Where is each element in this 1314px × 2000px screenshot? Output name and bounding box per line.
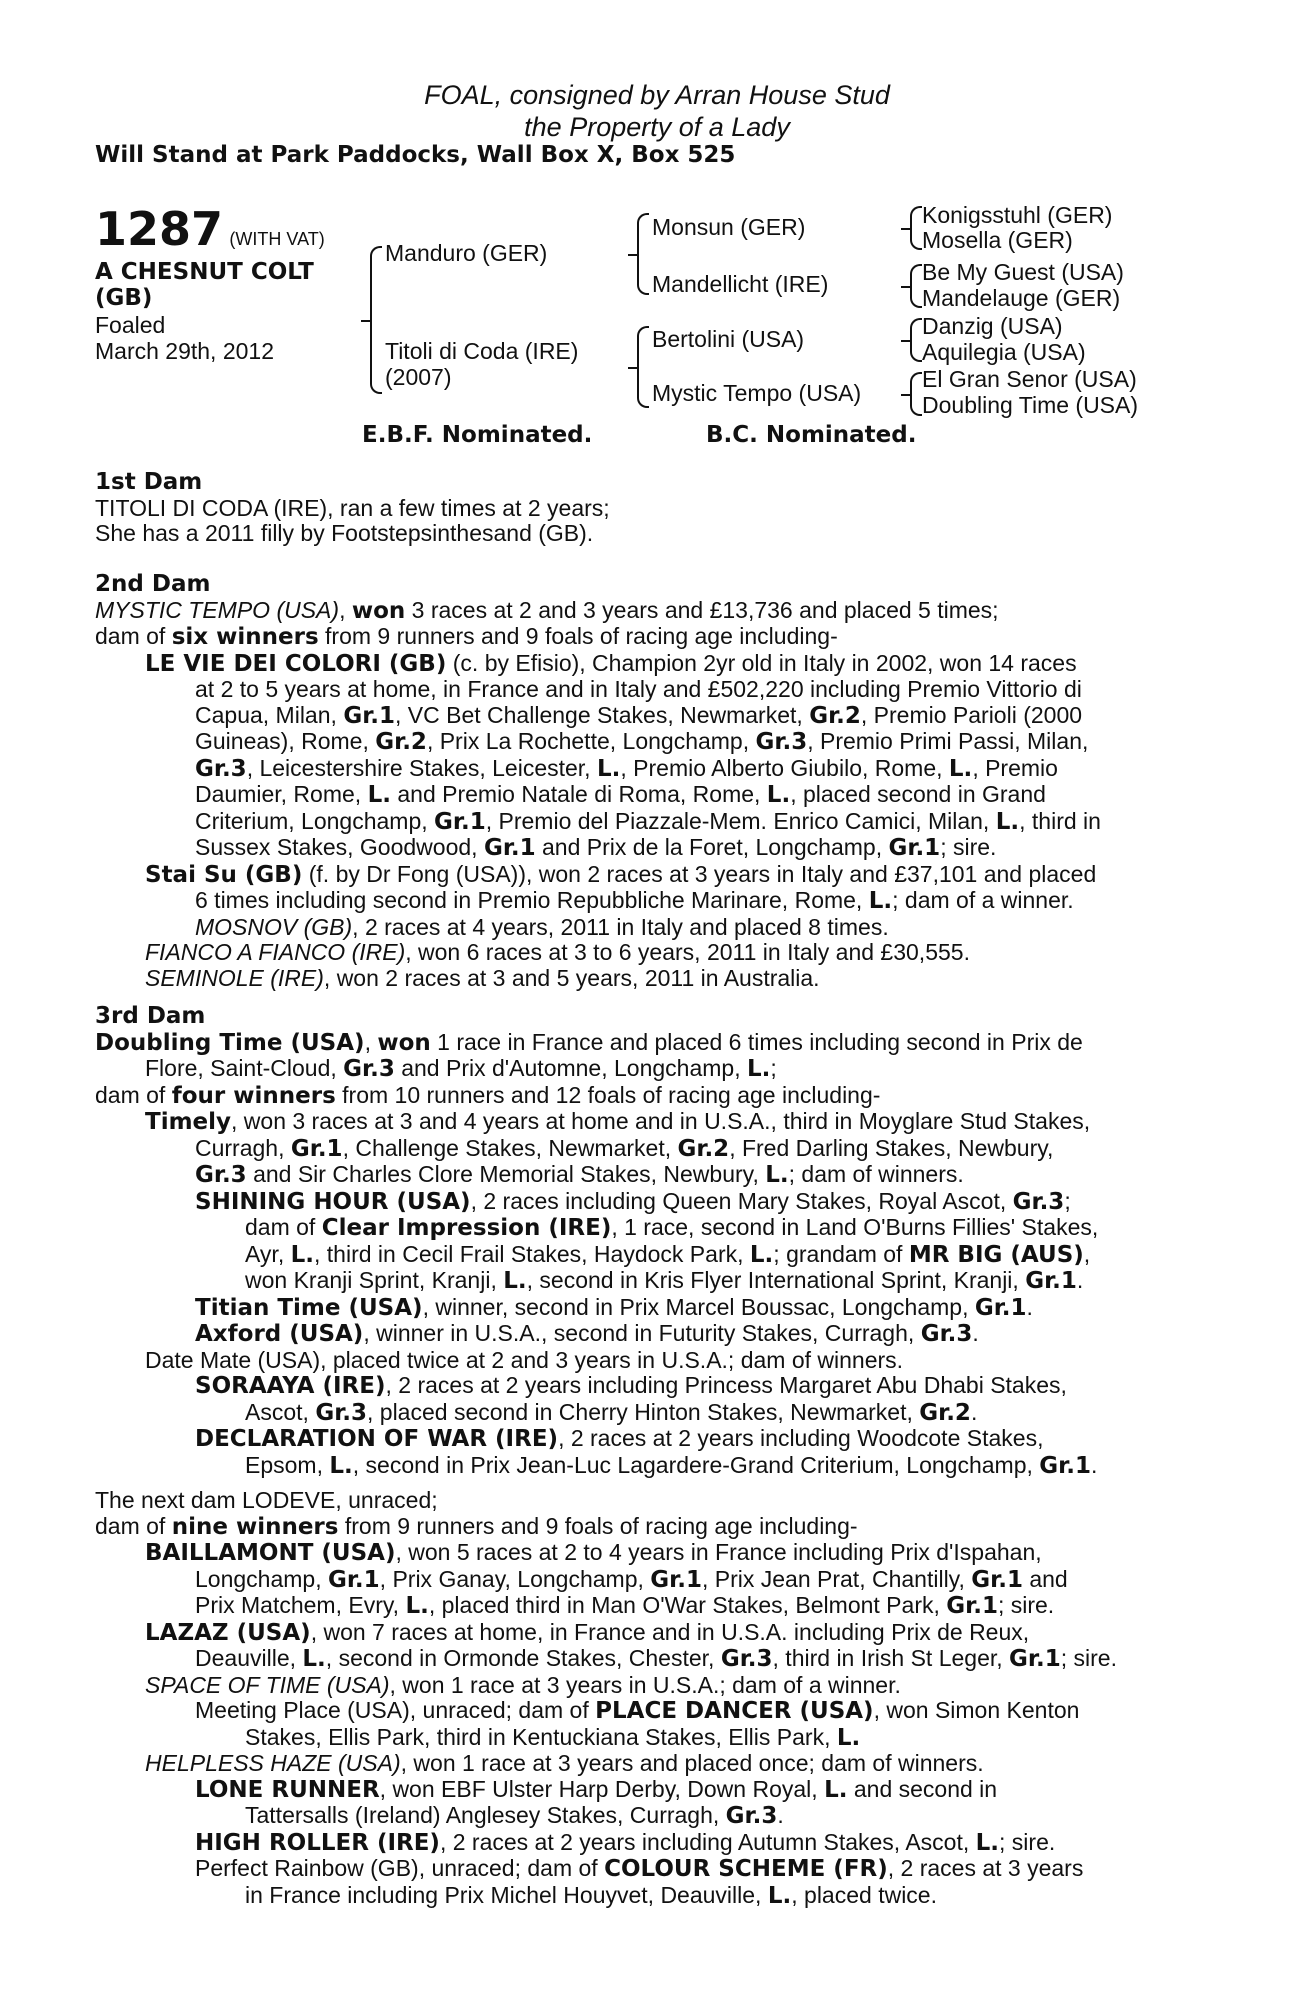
text-segment: , won 2 races at 3 and 5 years, 2011 in Australia. — [323, 964, 820, 991]
pedigree-brace-sd — [910, 264, 922, 308]
text-segment: dam of — [95, 623, 172, 649]
text-segment: L. — [824, 1776, 848, 1803]
second-dam-line — [95, 598, 1205, 625]
text-segment: Curragh, — [195, 1134, 291, 1161]
text-segment: (c. by Efisio), Champion 2yr old in Italy in 2002, won 14 races — [446, 649, 1077, 676]
produce-line — [195, 782, 1205, 809]
pedigree-ds: Bertolini (USA) — [652, 326, 805, 352]
produce-line — [145, 1540, 1205, 1567]
text-segment: Gr.3 — [920, 1321, 973, 1347]
text-segment: Date Mate (USA), placed twice at 2 and 3 years in U.S.A.; dam of winners. — [145, 1346, 904, 1373]
produce-line — [145, 966, 1205, 992]
produce-line — [195, 1830, 1205, 1857]
produce-line — [195, 756, 1205, 783]
text-segment: L. — [767, 1882, 792, 1909]
text-segment: , Leicestershire Stakes, Leicester, — [246, 754, 597, 781]
text-segment: four winners — [171, 1082, 336, 1109]
produce-line — [195, 677, 1205, 703]
text-segment: , Prix Ganay, Longchamp, — [379, 1565, 651, 1592]
foaled-label: Foaled — [95, 312, 166, 338]
text-segment: . — [1076, 1267, 1084, 1293]
bc-nominated: B.C. Nominated. — [706, 422, 917, 448]
text-segment: Gr.2 — [809, 702, 861, 729]
text-segment: won — [377, 1029, 431, 1056]
produce-line — [195, 1698, 1205, 1725]
text-segment: , placed third in Man O'War Stakes, Belmont Park, — [428, 1592, 947, 1618]
header-property: the Property of a Lady — [524, 112, 790, 142]
third-dam-line — [95, 1030, 1205, 1057]
text-segment: L. — [995, 808, 1020, 835]
pedigree-brace-gen1 — [370, 246, 382, 394]
text-segment: SEMINOLE (IRE) — [145, 964, 324, 991]
text-segment: and Prix d'Automne, Longchamp, — [394, 1055, 747, 1081]
text-segment: Gr.3 — [315, 1399, 367, 1426]
second-dam-title: 2nd Dam — [95, 571, 211, 597]
text-segment: Stakes, Ellis Park, third in Kentuckiana Stakes, Ellis Park, — [245, 1723, 837, 1750]
text-segment: Gr.3 — [755, 729, 808, 755]
text-segment: . — [777, 1802, 784, 1828]
text-segment: at 2 to 5 years at home, in France and in Italy and £502,220 including Premio Vittorio di — [195, 676, 1082, 702]
produce-line — [195, 1856, 1205, 1883]
text-segment: LAZAZ (USA) — [145, 1619, 311, 1646]
text-segment: , VC Bet Challenge Stakes, Newmarket, — [395, 701, 810, 728]
text-segment: L. — [868, 888, 893, 914]
text-segment: Guineas), Rome, — [195, 728, 376, 754]
first-dam-line: She has a 2011 filly by Footstepsinthesand (GB). — [95, 520, 594, 546]
produce-line — [145, 862, 1205, 889]
produce-line — [195, 703, 1205, 730]
pedigree-dss: Danzig (USA) — [922, 313, 1063, 339]
text-segment: L. — [290, 1241, 315, 1268]
third-dam-title: 3rd Dam — [95, 1003, 206, 1029]
next-dam-section — [95, 1488, 1205, 1909]
text-segment: ; dam of winners. — [788, 1161, 964, 1187]
pedigree-ssd: Mosella (GER) — [922, 227, 1073, 253]
text-segment: won — [351, 597, 406, 624]
text-segment: Capua, Milan, — [195, 701, 344, 728]
produce-line — [245, 1803, 1205, 1830]
pedigree-brace-ds — [910, 318, 922, 362]
text-segment: Daumier, Rome, — [195, 781, 368, 807]
pedigree-brace-ss — [910, 206, 922, 250]
next-dam-line — [95, 1514, 1205, 1541]
text-segment: L. — [765, 1162, 789, 1188]
text-segment: and Sir Charles Clore Memorial Stakes, Newbury, — [246, 1161, 766, 1187]
text-segment: , placed twice. — [791, 1881, 937, 1908]
produce-line — [145, 651, 1205, 678]
text-segment: Flore, Saint-Cloud, — [145, 1055, 344, 1081]
text-segment: Ascot, — [245, 1398, 316, 1425]
pedigree-sd: Mandellicht (IRE) — [652, 271, 829, 297]
text-segment: , 2 races at 2 years including Princess Margaret Abu Dhabi Stakes, — [385, 1372, 1067, 1398]
pedigree-ss: Monsun (GER) — [652, 214, 806, 240]
text-segment: Meeting Place (USA), unraced; dam of — [195, 1697, 596, 1723]
text-segment: from 9 runners and 9 foals of racing age including- — [338, 1512, 858, 1539]
lot-vat: (WITH VAT) — [229, 229, 325, 249]
produce-line — [195, 1162, 1205, 1189]
text-segment: Gr.1 — [327, 1566, 380, 1593]
text-segment: , third in Cecil Frail Stakes, Haydock Park, — [314, 1240, 750, 1267]
produce-line — [245, 1400, 1205, 1427]
text-segment: L. — [329, 1452, 353, 1479]
pedigree-dsd: Aquilegia (USA) — [922, 339, 1086, 365]
text-segment: Gr.3 — [725, 1803, 778, 1829]
produce-line — [195, 1373, 1205, 1400]
text-segment: Gr.1 — [434, 808, 486, 835]
produce-line — [145, 1673, 1205, 1699]
text-segment: , placed second in Grand — [790, 781, 1046, 807]
text-segment: , won Simon Kenton — [873, 1697, 1080, 1723]
produce-line — [245, 1883, 1205, 1910]
pedigree-dds: El Gran Senor (USA) — [922, 366, 1137, 392]
text-segment: ; sire. — [997, 1592, 1055, 1618]
text-segment: and second in — [847, 1775, 998, 1802]
text-segment: , Prix Jean Prat, Chantilly, — [701, 1565, 972, 1592]
text-segment: Tattersalls (Ireland) Anglesey Stakes, Curragh, — [245, 1802, 726, 1828]
produce-line — [245, 1215, 1205, 1242]
text-segment: ; dam of a winner. — [892, 887, 1074, 913]
pedigree-ddd: Doubling Time (USA) — [922, 392, 1139, 418]
text-segment: , won EBF Ulster Harp Derby, Down Royal, — [379, 1775, 825, 1802]
text-segment: , Fred Darling Stakes, Newbury, — [729, 1134, 1054, 1161]
produce-line — [245, 1268, 1205, 1295]
text-segment: Doubling Time (USA) — [95, 1029, 365, 1056]
text-segment: Timely — [145, 1109, 232, 1135]
text-segment: L. — [975, 1829, 1000, 1856]
text-segment: Sussex Stakes, Goodwood, — [195, 834, 484, 860]
produce-line — [195, 1295, 1205, 1322]
text-segment: Gr.2 — [919, 1399, 971, 1426]
third-dam-line — [95, 1083, 1205, 1110]
text-segment: , winner in U.S.A., second in Futurity Stakes, Curragh, — [363, 1320, 921, 1346]
text-segment: 1 race in France and placed 6 times including second in Prix de — [430, 1028, 1083, 1055]
text-segment: Perfect Rainbow (GB), unraced; dam of — [195, 1855, 605, 1881]
text-segment: , 2 races at 3 years — [887, 1855, 1084, 1881]
text-segment: , won 5 races at 2 to 4 years in France including Prix d'Ispahan, — [395, 1539, 1042, 1565]
text-segment: Longchamp, — [195, 1565, 328, 1592]
text-segment: (f. by Dr Fong (USA)), won 2 races at 3 years in Italy and £37,101 and placed — [302, 860, 1097, 887]
text-segment: ; — [1064, 1187, 1071, 1214]
text-segment: L. — [746, 1056, 771, 1082]
text-segment: ; grandam of — [773, 1240, 909, 1267]
text-segment: Deauville, — [195, 1645, 303, 1671]
text-segment: , winner, second in Prix Marcel Boussac, Longchamp, — [422, 1293, 975, 1320]
text-segment: , Challenge Stakes, Newmarket, — [342, 1134, 678, 1161]
text-segment: , second in Kris Flyer International Sprint, Kranji, — [526, 1267, 1026, 1293]
text-segment: won Kranji Sprint, Kranji, — [245, 1267, 504, 1293]
produce-line — [195, 1321, 1205, 1348]
text-segment: , — [339, 596, 352, 623]
text-segment: L. — [302, 1646, 326, 1672]
text-segment: Gr.1 — [974, 1294, 1027, 1321]
text-segment: in France including Prix Michel Houyvet, Deauville, — [245, 1881, 768, 1908]
text-segment: 6 times including second in Premio Repubbliche Marinare, Rome, — [195, 887, 869, 913]
text-segment: HELPLESS HAZE (USA) — [145, 1750, 401, 1776]
text-segment: PLACE DANCER (USA) — [595, 1698, 874, 1724]
text-segment: MYSTIC TEMPO (USA) — [95, 596, 340, 623]
produce-line — [145, 1348, 1205, 1374]
pedigree-dam: Titoli di Coda (IRE) — [385, 338, 579, 364]
pedigree-brace-sire — [637, 213, 649, 295]
text-segment: , won 1 race at 3 years and placed once; dam of winners. — [400, 1750, 984, 1776]
text-segment: Gr.1 — [1039, 1452, 1091, 1479]
text-segment: SPACE OF TIME (USA) — [145, 1671, 390, 1698]
text-segment: Gr.3 — [1012, 1188, 1065, 1215]
produce-line — [145, 1751, 1205, 1777]
pedigree-dd: Mystic Tempo (USA) — [652, 380, 862, 406]
text-segment: Gr.1 — [1025, 1268, 1077, 1294]
text-segment: ; sire. — [940, 834, 997, 860]
foaled-date: March 29th, 2012 — [95, 338, 275, 364]
lot-info — [95, 202, 325, 256]
text-segment: DECLARATION OF WAR (IRE) — [195, 1426, 559, 1452]
text-segment: and Premio Natale di Roma, Rome, — [390, 781, 767, 807]
text-segment: Gr.1 — [343, 702, 395, 729]
second-dam-line — [95, 624, 1205, 651]
produce-line — [195, 809, 1205, 836]
text-segment: , second in Ormonde Stakes, Chester, — [325, 1645, 721, 1671]
pedigree-sds: Be My Guest (USA) — [922, 259, 1124, 285]
pedigree-sdd: Mandelauge (GER) — [922, 285, 1121, 311]
text-segment: , won 7 races at home, in France and in U.S.A. including Prix de Reux, — [310, 1618, 1030, 1645]
text-segment: , 2 races at 2 years including Woodcote Stakes, — [558, 1425, 1044, 1451]
produce-line — [245, 1242, 1205, 1269]
text-segment: and — [1022, 1565, 1068, 1592]
text-segment: , third in — [1019, 807, 1101, 834]
text-segment: Gr.1 — [1009, 1646, 1061, 1672]
text-segment: , placed second in Cherry Hinton Stakes, Newmarket, — [367, 1398, 920, 1425]
text-segment: ; sire. — [1060, 1645, 1117, 1671]
text-segment: , Premio Parioli (2000 — [860, 701, 1083, 728]
text-segment: L. — [948, 755, 973, 782]
first-dam-section — [95, 470, 1205, 547]
produce-line — [145, 1109, 1205, 1136]
text-segment: L. — [836, 1724, 861, 1751]
produce-line — [195, 1426, 1205, 1453]
produce-line — [195, 1646, 1205, 1673]
text-segment: nine winners — [171, 1513, 339, 1540]
text-segment: Epsom, — [245, 1451, 330, 1478]
text-segment: L. — [367, 782, 391, 808]
lot-title: A CHESNUT COLT — [95, 259, 314, 285]
produce-line — [195, 1593, 1205, 1620]
text-segment: Gr.1 — [971, 1566, 1023, 1593]
text-segment: Stai Su (GB) — [145, 861, 303, 888]
ebf-nominated: E.B.F. Nominated. — [362, 422, 593, 448]
second-dam-section — [95, 572, 1205, 991]
text-segment: from 9 runners and 9 foals of racing age including- — [318, 623, 838, 649]
text-segment: Ayr, — [245, 1240, 291, 1267]
text-segment: Gr.3 — [720, 1646, 773, 1672]
text-segment: Clear Impression (IRE) — [321, 1215, 612, 1241]
pedigree-brace-dam — [637, 326, 649, 408]
text-segment: ; sire. — [999, 1828, 1056, 1855]
text-segment: Axford (USA) — [195, 1321, 364, 1347]
text-segment: Prix Matchem, Evry, — [195, 1592, 406, 1618]
text-segment: HIGH ROLLER (IRE) — [195, 1829, 440, 1856]
text-segment: , Prix La Rochette, Longchamp, — [426, 728, 756, 754]
text-segment: MOSNOV (GB) — [195, 913, 353, 940]
text-segment: LE VIE DEI COLORI (GB) — [145, 650, 447, 677]
text-segment: 3 races at 2 and 3 years and £13,736 and placed 5 times; — [405, 596, 999, 623]
produce-line — [195, 888, 1205, 915]
pedigree-dam-year: (2007) — [385, 364, 452, 390]
third-dam-line — [145, 1056, 1205, 1083]
produce-line — [245, 1453, 1205, 1480]
text-segment: , Premio — [972, 754, 1058, 781]
text-segment: LONE RUNNER — [195, 1776, 380, 1803]
text-segment: , second in Prix Jean-Luc Lagardere-Grand Criterium, Longchamp, — [352, 1451, 1040, 1478]
text-segment: , 2 races at 4 years, 2011 in Italy and placed 8 times. — [352, 913, 889, 940]
text-segment: Gr.1 — [650, 1566, 702, 1593]
text-segment: SORAAYA (IRE) — [195, 1373, 386, 1399]
lot-country: (GB) — [95, 285, 153, 311]
text-segment: , 1 race, second in Land O'Burns Fillies' Stakes, — [611, 1214, 1099, 1240]
text-segment: , won 3 races at 3 and 4 years at home and in U.S.A., third in Moyglare Stud Stakes, — [231, 1108, 1091, 1134]
text-segment: Gr.1 — [888, 835, 941, 861]
next-dam-line — [95, 1488, 1205, 1514]
text-segment: Criterium, Longchamp, — [195, 807, 435, 834]
text-segment: Gr.2 — [375, 729, 427, 755]
text-segment: , won 1 race at 3 years in U.S.A.; dam of a winner. — [389, 1671, 901, 1698]
text-segment: ; — [770, 1055, 777, 1081]
text-segment: , third in Irish St Leger, — [772, 1645, 1010, 1671]
text-segment: , — [364, 1028, 378, 1055]
text-segment: BAILLAMONT (USA) — [145, 1540, 396, 1566]
text-segment: Gr.1 — [483, 835, 536, 861]
produce-line — [195, 1136, 1205, 1163]
first-dam-title: 1st Dam — [95, 469, 203, 495]
text-segment: Gr.2 — [677, 1135, 730, 1162]
lot-number: 1287 — [95, 202, 224, 256]
text-segment: dam of — [95, 1081, 172, 1108]
text-segment: Gr.3 — [343, 1056, 395, 1082]
produce-line — [195, 835, 1205, 862]
text-segment: . — [970, 1398, 978, 1425]
text-segment: six winners — [171, 624, 319, 650]
text-segment: MR BIG (AUS) — [908, 1241, 1084, 1268]
header-location: Will Stand at Park Paddocks, Wall Box X, Box 525 — [95, 142, 736, 168]
text-segment: , — [1083, 1240, 1091, 1267]
text-segment: , won 6 races at 3 to 6 years, 2011 in Italy and £30,555. — [405, 939, 970, 965]
text-segment: Gr.3 — [195, 1162, 247, 1188]
text-segment: dam of — [245, 1214, 322, 1240]
text-segment: Titian Time (USA) — [195, 1294, 423, 1321]
text-segment: COLOUR SCHEME (FR) — [604, 1856, 888, 1882]
text-segment: The next dam LODEVE, unraced; — [95, 1487, 438, 1513]
text-segment: , 2 races at 2 years including Autumn Stakes, Ascot, — [439, 1828, 976, 1855]
text-segment: L. — [405, 1593, 429, 1619]
produce-line — [145, 1620, 1205, 1647]
text-segment: , 2 races including Queen Mary Stakes, Royal Ascot, — [470, 1187, 1013, 1214]
produce-line — [195, 1189, 1205, 1216]
produce-line — [195, 1567, 1205, 1594]
text-segment: L. — [749, 1241, 774, 1268]
third-dam-section — [95, 1004, 1205, 1479]
text-segment: , Premio Primi Passi, Milan, — [807, 728, 1089, 754]
text-segment: Gr.1 — [290, 1135, 343, 1162]
text-segment: from 10 runners and 12 foals of racing age including- — [335, 1081, 881, 1108]
text-segment: dam of — [95, 1512, 172, 1539]
produce-line — [195, 915, 1205, 941]
text-segment: . — [1026, 1293, 1033, 1320]
text-segment: FIANCO A FIANCO (IRE) — [145, 939, 406, 965]
pedigree-brace-dd — [910, 372, 922, 416]
text-segment: L. — [766, 782, 791, 808]
pedigree-sire: Manduro (GER) — [385, 240, 548, 266]
produce-line — [245, 1725, 1205, 1752]
text-segment: SHINING HOUR (USA) — [195, 1188, 471, 1215]
first-dam-line: TITOLI DI CODA (IRE), ran a few times at 2 years; — [95, 494, 610, 521]
text-segment: . — [972, 1320, 979, 1346]
text-segment: , Premio Alberto Giubilo, Rome, — [620, 754, 949, 781]
text-segment: and Prix de la Foret, Longchamp, — [535, 834, 889, 860]
pedigree-sss: Konigsstuhl (GER) — [922, 202, 1113, 228]
text-segment: Gr.3 — [195, 755, 247, 782]
header-consignor: FOAL, consigned by Arran House Stud — [424, 80, 890, 110]
text-segment: , Premio del Piazzale-Mem. Enrico Camici, Milan, — [485, 807, 996, 834]
text-segment: Gr.1 — [946, 1593, 998, 1619]
text-segment: L. — [596, 755, 621, 782]
produce-line — [195, 1777, 1205, 1804]
text-segment: L. — [503, 1268, 527, 1294]
text-segment: . — [1090, 1451, 1098, 1478]
produce-line — [145, 940, 1205, 966]
produce-line — [195, 729, 1205, 756]
